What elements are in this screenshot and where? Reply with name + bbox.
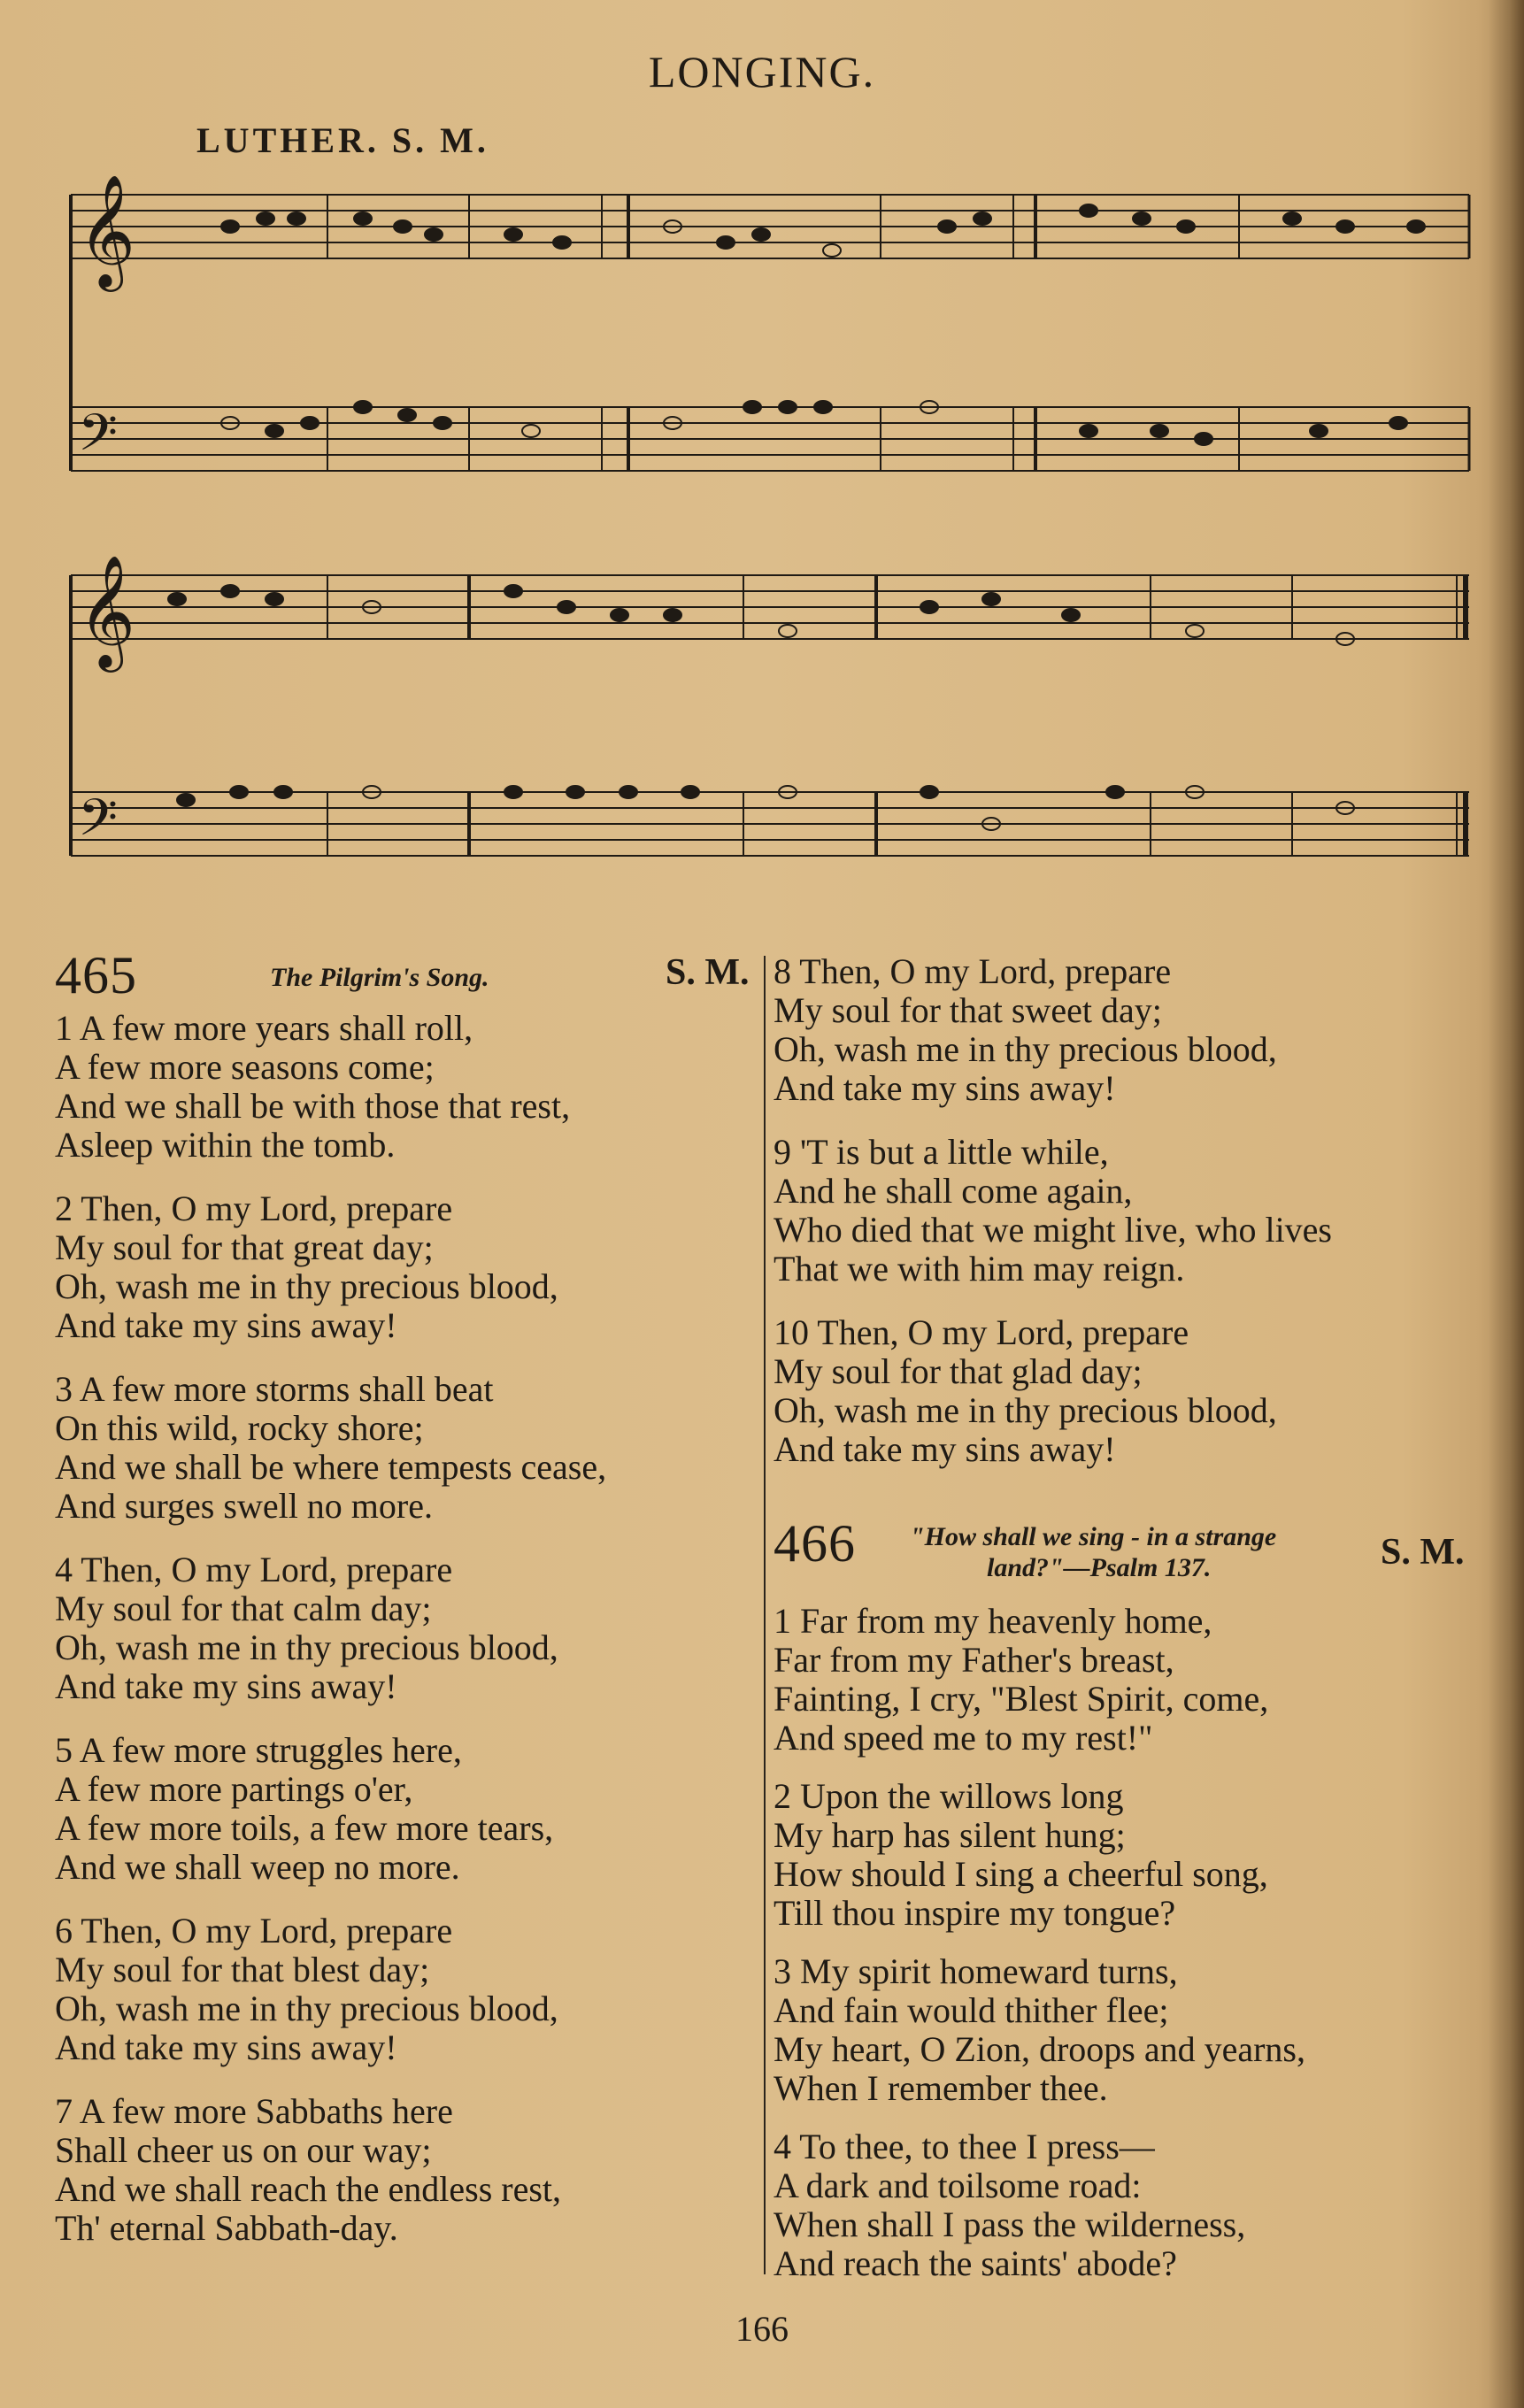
page-number: 166 — [735, 2309, 789, 2349]
verse-line: 6 Then, O my Lord, prepare — [55, 1911, 453, 1950]
verse-line: My soul for that glad day; — [774, 1351, 1143, 1391]
tune-name: LUTHER. S. M. — [196, 120, 489, 160]
notes-system-1-treble — [221, 204, 1425, 257]
stanza — [774, 1777, 1499, 1933]
verse-line: And reach the saints' abode? — [774, 2243, 1177, 2283]
stanza — [55, 1009, 763, 1165]
verse-line: My soul for that sweet day; — [774, 990, 1162, 1030]
verse-line: My soul for that blest day; — [55, 1950, 430, 1989]
stanza — [774, 1313, 1499, 1469]
verse-line: My soul for that calm day; — [55, 1589, 432, 1628]
verse-line: Oh, wash me in thy precious blood, — [774, 1029, 1277, 1069]
verse-line: And speed me to my rest!" — [774, 1718, 1153, 1758]
verse-line: 9 'T is but a little while, — [774, 1132, 1109, 1172]
verse-line: A few more partings o'er, — [55, 1769, 413, 1809]
hymn-meter: S. M. — [1381, 1532, 1465, 1573]
verse-line: And take my sins away! — [55, 1666, 397, 1706]
running-title: LONGING. — [648, 47, 876, 96]
verse-line: 3 My spirit homeward turns, — [774, 1951, 1178, 1991]
hymn-meter: S. M. — [666, 952, 750, 993]
hymn-title-line-2: land?"—Psalm 137. — [987, 1553, 1212, 1582]
stanza — [774, 1133, 1499, 1289]
stanza — [774, 1602, 1499, 1758]
bass-clef-icon: 𝄢 — [78, 403, 119, 475]
stanza — [55, 1912, 763, 2067]
verse-line: And we shall weep no more. — [55, 1847, 460, 1887]
hymn-465-right-column — [774, 952, 1499, 1494]
hymn-number: 465 — [55, 946, 137, 1004]
verse-line: And take my sins away! — [774, 1068, 1116, 1108]
verse-line: Who died that we might live, who lives — [774, 1210, 1332, 1250]
verse-line: On this wild, rocky shore; — [55, 1408, 424, 1448]
verse-line: And he shall come again, — [774, 1171, 1133, 1211]
column-divider — [764, 956, 766, 2274]
verse-line: 4 To thee, to thee I press— — [774, 2127, 1155, 2166]
verse-line: And take my sins away! — [55, 1305, 397, 1345]
stanza — [774, 2127, 1499, 2283]
verse-line: Far from my Father's breast, — [774, 1640, 1174, 1680]
verse-line: 7 A few more Sabbaths here — [55, 2091, 453, 2131]
verse-line: Asleep within the tomb. — [55, 1125, 396, 1165]
verse-line: 10 Then, O my Lord, prepare — [774, 1312, 1189, 1352]
music-score — [53, 168, 1487, 920]
verse-line: My harp has silent hung; — [774, 1815, 1126, 1855]
bass-staff-2 — [71, 792, 1469, 856]
verse-line: 8 Then, O my Lord, prepare — [774, 951, 1172, 991]
treble-clef-icon: 𝄞 — [78, 173, 136, 287]
verse-line: And take my sins away! — [55, 2027, 397, 2067]
verse-line: Oh, wash me in thy precious blood, — [55, 1266, 558, 1306]
hymn-465-left-column — [55, 1009, 763, 2273]
verse-line: 5 A few more struggles here, — [55, 1730, 462, 1770]
verse-line: Oh, wash me in thy precious blood, — [774, 1390, 1277, 1430]
verse-line: And we shall be with those that rest, — [55, 1086, 571, 1126]
stanza — [55, 1370, 763, 1526]
verse-line: And surges swell no more. — [55, 1486, 433, 1526]
verse-line: My heart, O Zion, droops and yearns, — [774, 2029, 1305, 2069]
treble-staff-1 — [71, 195, 1469, 258]
hymn-466-column — [774, 1602, 1499, 2283]
verse-line: Oh, wash me in thy precious blood, — [55, 1627, 558, 1667]
stanza — [55, 1731, 763, 1887]
stanza — [774, 952, 1499, 1108]
stanza — [55, 2092, 763, 2248]
verse-line: A few more toils, a few more tears, — [55, 1808, 554, 1848]
verse-line: 2 Upon the willows long — [774, 1776, 1124, 1816]
verse-line: 2 Then, O my Lord, prepare — [55, 1189, 453, 1228]
verse-line: 3 A few more storms shall beat — [55, 1369, 494, 1409]
verse-line: When I remember thee. — [774, 2068, 1108, 2108]
notes-system-2-treble — [168, 585, 1354, 645]
hymn-title-line-1: "How shall we sing - in a strange — [910, 1522, 1277, 1551]
verse-line: A few more seasons come; — [55, 1047, 435, 1087]
verse-line: Till thou inspire my tongue? — [774, 1893, 1176, 1933]
verse-line: 4 Then, O my Lord, prepare — [55, 1550, 453, 1589]
stanza — [774, 1952, 1499, 2108]
stanza — [55, 1550, 763, 1706]
verse-line: 1 A few more years shall roll, — [55, 1008, 473, 1048]
verse-line: And take my sins away! — [774, 1429, 1116, 1469]
treble-staff-2 — [71, 575, 1469, 639]
verse-line: Shall cheer us on our way; — [55, 2130, 432, 2170]
bass-clef-icon: 𝄢 — [78, 788, 119, 860]
verse-line: Fainting, I cry, "Blest Spirit, come, — [774, 1679, 1269, 1719]
verse-line: And we shall reach the endless rest, — [55, 2169, 562, 2209]
verse-line: Th' eternal Sabbath-day. — [55, 2208, 398, 2248]
verse-line: That we with him may reign. — [774, 1249, 1185, 1289]
verse-line: My soul for that great day; — [55, 1227, 434, 1267]
stanza — [55, 1189, 763, 1345]
verse-line: And fain would thither flee; — [774, 1990, 1169, 2030]
verse-line: Oh, wash me in thy precious blood, — [55, 1989, 558, 2028]
bass-staff-1 — [71, 407, 1469, 471]
verse-line: 1 Far from my heavenly home, — [774, 1601, 1212, 1641]
hymn-title: The Pilgrim's Song. — [270, 963, 489, 992]
hymn-number: 466 — [774, 1514, 856, 1573]
verse-line: How should I sing a cheerful song, — [774, 1854, 1268, 1894]
verse-line: When shall I pass the wilderness, — [774, 2204, 1246, 2244]
verse-line: And we shall be where tempests cease, — [55, 1447, 607, 1487]
verse-line: A dark and toilsome road: — [774, 2166, 1142, 2205]
treble-clef-icon: 𝄞 — [78, 554, 136, 667]
